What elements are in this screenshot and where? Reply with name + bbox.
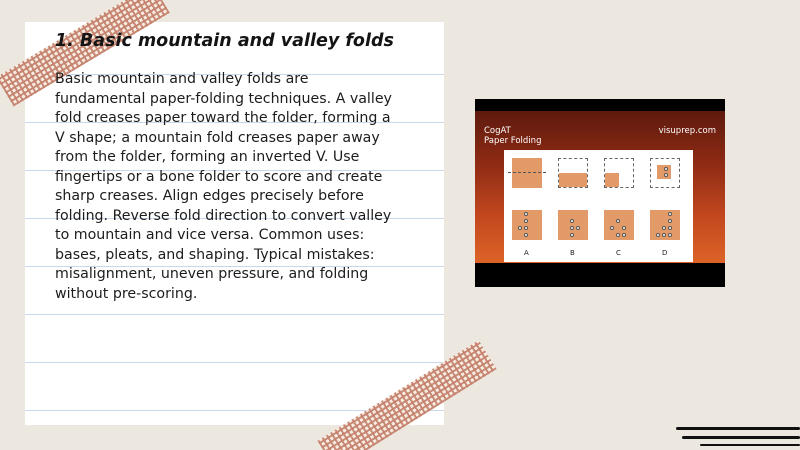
punched-hole <box>524 219 528 223</box>
image-title: CogAT <box>484 126 511 136</box>
punched-hole <box>664 173 668 177</box>
folded-part <box>559 173 587 187</box>
punched-hole <box>616 219 620 223</box>
fold-step-3 <box>604 158 634 188</box>
answer-label-a: A <box>524 249 529 257</box>
punched-hole <box>616 233 620 237</box>
punched-hole <box>518 226 522 230</box>
slide-title: 1. Basic mountain and valley folds <box>55 31 394 51</box>
punched-hole <box>570 233 574 237</box>
answer-choice-d[interactable] <box>650 210 680 240</box>
punched-hole <box>622 226 626 230</box>
paper-folding-image <box>475 99 725 287</box>
punched-hole <box>668 212 672 216</box>
answer-label-b: B <box>570 249 575 257</box>
image-website: visuprep.com <box>658 126 716 136</box>
fold-line <box>508 172 546 173</box>
punched-hole <box>524 212 528 216</box>
decorative-line-3 <box>700 444 800 446</box>
punched-hole <box>662 226 666 230</box>
fold-step-2 <box>558 158 588 188</box>
punched-hole <box>622 233 626 237</box>
punched-hole <box>668 233 672 237</box>
question-panel <box>504 150 693 262</box>
answer-label-d: D <box>662 249 668 257</box>
answer-choice-b[interactable] <box>558 210 588 240</box>
answer-choice-a[interactable] <box>512 210 542 240</box>
punched-hole <box>662 233 666 237</box>
punched-hole <box>668 226 672 230</box>
punched-hole <box>570 219 574 223</box>
punched-hole <box>664 167 668 171</box>
punched-hole <box>656 233 660 237</box>
decorative-line-2 <box>682 436 800 439</box>
punched-hole <box>570 226 574 230</box>
answer-choice-c[interactable] <box>604 210 634 240</box>
decorative-line-1 <box>676 427 800 430</box>
fold-step-1 <box>512 158 542 188</box>
punched-hole <box>524 233 528 237</box>
slide-body-text: Basic mountain and valley folds are fundamental paper-folding techniques. A valley fold creases paper toward the folder, forming a V shape; a mountain fold creases paper away from the folder, forming an inverted V. Use fingertips or a bone folder to score and create sharp creases. Align edges precisely before folding. Reverse fold direction to convert valley to mountain and vice versa. Common uses: bases, pleats, and shaping. Typical mistakes: misalignment, uneven pressure, and folding without pre-scoring. <box>55 71 392 302</box>
fold-step-4 <box>650 158 680 188</box>
folded-part <box>605 173 619 187</box>
punched-hole <box>524 226 528 230</box>
punched-hole <box>576 226 580 230</box>
answer-label-c: C <box>616 249 621 257</box>
image-subtitle: Paper Folding <box>484 136 542 146</box>
punched-hole <box>610 226 614 230</box>
punched-hole <box>668 219 672 223</box>
